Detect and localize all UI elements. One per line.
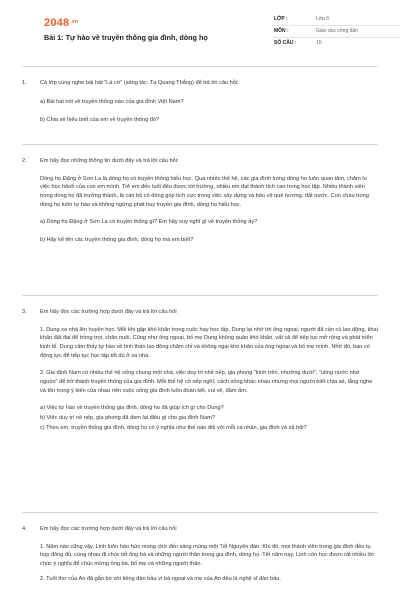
question-prompt-line	[22, 308, 378, 317]
meta-value: 10	[316, 40, 322, 47]
question-body	[22, 175, 378, 245]
question-body	[22, 98, 378, 125]
case-1: 1. Dung xa nhà lên huyện học. Mỗi khi gặp khó khăn trong cuộc hay học tập, Dung lại nhớ tới ông ngoại, người đã cần cù lao động, khai khẩn đất đai để trồng trọt, chăn nuôi. Cũng như ông ngoại, bố mẹ Dung không quản khó khăn, vất vả để tiếp tục mở rộng và phát triển kinh tế. Dung cảm thấy tự hào về tinh thần lao động chăm chỉ và không ngại khó khăn của ông ngoại và bố mẹ mình. Nhờ đó, bạn có động lực để tiếp tục học tập tốt dù ở xa nhà.	[40, 326, 378, 359]
case-2: 2. Tuổi thơ của An đã gắn bó với tiếng đàn bầu vì bà ngoại và mẹ của An đều là nghệ sĩ đàn bầu.	[40, 575, 281, 582]
question-3	[22, 295, 378, 446]
sub-question-a: a) Dòng họ Đặng ở Sơn La có truyền thống gì? Em hãy suy nghĩ gì về truyền thống ấy?	[40, 219, 258, 226]
question-number: 2.	[22, 158, 27, 164]
question-number: 3.	[22, 309, 27, 315]
question-number: 4.	[22, 526, 27, 532]
case-1: 1. Năm nào cũng vậy, Linh luôn háo hức mong chờ đến sáng mùng một Tết Nguyên đán. Khi đó, mọi thành viên trong gia đình đều tụ họp đông đủ, cùng nhau đi chúc tết ông bà và những người thân trong gia đình, dòng họ. Tết năm nay, Linh còn học được rất nhiều lời chúc ý nghĩa để chúc mừng ông bà, bố mẹ và những người thân.	[40, 543, 374, 567]
sub-question-b: b) Hãy kể tên các truyền thống gia đình, dòng họ mà em biết?	[40, 236, 194, 243]
meta-row-question-count	[274, 38, 400, 50]
meta-label: LỚP :	[274, 15, 288, 22]
lesson-title: Bài 1: Tự hào về truyền thống gia đình, dòng họ	[44, 33, 208, 42]
case-2: 2. Gia đình Nam có nhiều thế hệ sống chung một nhà, việc duy trì nhề nếp, gia phong “kính trên, nhường dưới”, “uống nước nhớ nguồn” để trở thành truyền thống của gia đình. Mỗi thế hệ có nếp nghĩ, cách sống khác nhau nhưng mọi người biết chia sẻ, lắng nghe và tôn trọng ý kiến của nhau nên cuộc sống gia đình luôn đoàn kết, vui vẻ, đầm ấm.	[40, 370, 373, 394]
question-prompt-line	[22, 157, 378, 166]
question-2	[22, 144, 378, 259]
logo-suffix: .vn	[70, 19, 79, 26]
meta-label: MÔN :	[274, 27, 289, 34]
meta-label: SỐ CÂU :	[274, 40, 297, 47]
meta-value: Giáo dục công dân	[316, 27, 358, 34]
question-prompt: Em hãy đọc các trường hợp dưới đây và trả lời câu hỏi	[40, 309, 177, 315]
meta-row-grade	[274, 14, 400, 26]
sub-question-c: c) Theo em, truyền thống gia đình, dòng họ có ý nghĩa như thế nào đối với mỗi cá nhân, gia đình và xã hội?	[40, 424, 307, 431]
sub-question-a: a) Việc tự hào về truyền thống gia đình, dòng họ đã giúp ích gì cho Dung?	[40, 405, 224, 412]
sub-question-b: b) Việc duy trì nề nếp, gia phong đã đem lại điều gì cho gia đình Nam?	[40, 414, 215, 421]
question-prompt: Em hãy đọc các trường hợp dưới đây và trả lời câu hỏi	[40, 526, 177, 532]
question-body	[22, 543, 378, 584]
question-prompt: Em hãy đọc những thông tin dưới đây và trả lời câu hỏi:	[40, 158, 179, 164]
page-header	[22, 0, 378, 66]
question-prompt-line	[22, 79, 378, 88]
meta-row-subject	[274, 26, 400, 38]
question-prompt: Cả lớp cùng nghe bài hát “Lá cờ” (sáng tác: Tạ Quang Thắng) để trả lời câu hỏi:	[40, 80, 239, 86]
sub-question-b: b) Chia sẻ hiểu biết của em về truyền thống đó?	[40, 117, 160, 124]
site-logo[interactable]	[44, 15, 78, 32]
meta-value: Lớp 6	[316, 15, 330, 22]
passage: Dòng họ Đặng ở Sơn La là dòng họ có truyền thống hiếu học. Qua nhiều thế hệ, các gia đình trong dòng họ luôn quan tâm, chăm lo việc học hành của con em mình. Trẻ em đến tuổi đều được tới trường, nhiều em đạt thành tích cao trong học tập. Nhiều thành viên trong dòng họ đã trưởng thành, là cán bộ có đóng góp tích cực trong việc xây dựng và bảo vệ quê hương, đất nước. Con cháu trong dòng họ luôn tự hào và không ngừng phát huy truyền gia đình, dòng họ hiếu học.	[40, 175, 369, 208]
question-prompt-line	[22, 525, 378, 534]
question-4	[22, 512, 378, 597]
sub-question-a: a) Bài hát nói về truyền thống nào của gia đình Việt Nam?	[40, 98, 184, 105]
question-1	[22, 66, 378, 139]
lesson-meta	[274, 14, 400, 50]
question-body	[22, 326, 378, 433]
logo-text: 2048	[44, 17, 70, 29]
question-number: 1.	[22, 80, 27, 86]
